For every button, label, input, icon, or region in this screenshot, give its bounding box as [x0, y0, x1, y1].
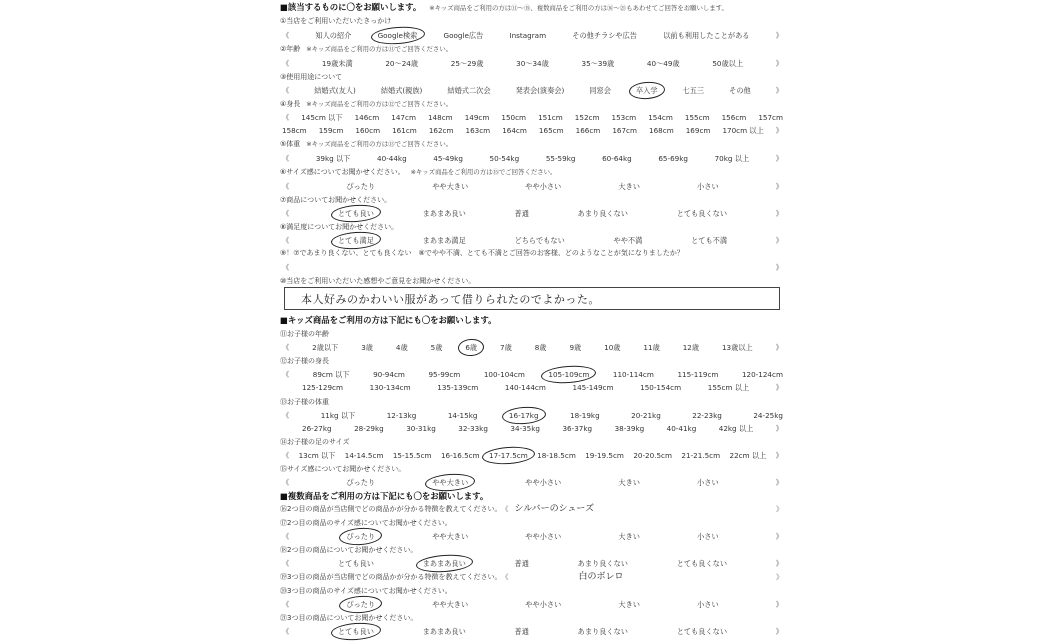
survey-form [280, 0, 785, 640]
bracket-close: 》 [775, 424, 783, 433]
option-selected[interactable]: まあまあ良い [422, 559, 466, 568]
option[interactable]: 50-54kg [489, 154, 520, 163]
question-19-label: ⑲3つ目の商品が当店側でどの商品かが分かる特徴を教えてください。 [280, 573, 502, 581]
bracket-close: 》 [775, 59, 783, 68]
option[interactable]: 65-69kg [658, 154, 688, 163]
option[interactable]: 30-31kg [406, 424, 436, 433]
option[interactable]: 60-64kg [602, 154, 632, 163]
question-16-label: ⑯2つ目の商品が当店側でどの商品かが分かる特徴を教えてください。 [280, 505, 502, 513]
option[interactable]: Instagram [509, 31, 547, 40]
bracket-close: 》 [775, 86, 783, 95]
option[interactable]: 13cm 以下 [298, 451, 336, 460]
question-9-label: ⑨！⑦であまり良くない、とても良くない ⑧でやや不満、とても不満とご回答のお客様、どのようなことが気になりましたか？ [280, 249, 684, 257]
bracket-close: 》 [776, 573, 783, 581]
option[interactable]: 結婚式二次会 [447, 86, 491, 95]
option[interactable]: 55-59kg [545, 154, 576, 163]
option[interactable]: 153cm [611, 113, 637, 122]
option-selected[interactable]: とても良い [337, 209, 374, 218]
option[interactable]: 159cm [318, 126, 344, 135]
question-16[interactable] [280, 503, 785, 516]
option[interactable]: 30～34歳 [516, 59, 549, 68]
option[interactable]: 大きい [618, 182, 640, 191]
question-2-options [280, 57, 785, 70]
option[interactable]: 167cm [612, 126, 638, 135]
option[interactable]: 95-99cm [428, 370, 461, 379]
bracket-open: 《 [282, 451, 290, 460]
option[interactable]: とても不満 [691, 236, 728, 245]
bracket-close: 》 [775, 31, 783, 40]
option-selected[interactable]: Google検索 [377, 31, 418, 40]
question-14-label: ⑭お子様の足のサイズ [280, 438, 350, 446]
question-14-options [280, 449, 785, 462]
question-18-options [280, 557, 785, 570]
option[interactable]: やや小さい [525, 182, 562, 191]
option[interactable]: 28-29kg [354, 424, 384, 433]
option-selected[interactable]: ぴったり [346, 600, 376, 609]
option[interactable]: ぴったり [346, 182, 376, 191]
multi-section-header: ■複数商品をご利用の方は下記にも〇をお願いします。 [280, 491, 489, 501]
bracket-open: 《 [282, 209, 290, 218]
option[interactable]: やや小さい [525, 532, 562, 541]
question-21-options [280, 625, 785, 638]
question-17-label: ⑰2つ目の商品のサイズ感についてお聞かせください。 [280, 519, 452, 527]
question-10-answer: 本人好みのかわいい服があって借りられたのでよかった。 [301, 293, 600, 306]
option[interactable]: 以前も利用したことがある [663, 31, 750, 40]
option[interactable]: 大きい [618, 600, 640, 609]
bracket-open: 《 [282, 559, 290, 568]
option[interactable]: 39kg 以下 [315, 154, 351, 163]
option[interactable]: あまり良くない [577, 627, 628, 636]
bracket-open: 《 [282, 59, 290, 68]
option[interactable]: 135-139cm [437, 383, 479, 392]
option[interactable]: やや大きい [432, 600, 469, 609]
bracket-close: 》 [775, 559, 783, 568]
option[interactable]: ぴったり [346, 478, 376, 487]
option[interactable]: やや小さい [525, 600, 562, 609]
option[interactable]: 8歳 [534, 343, 547, 352]
option[interactable]: 161cm [392, 126, 417, 135]
option[interactable]: 16-16.5cm [440, 451, 480, 460]
option[interactable]: 145-149cm [572, 383, 614, 392]
question-12-label: ⑫お子様の身長 [280, 357, 329, 365]
option[interactable]: 154cm [648, 113, 673, 122]
option[interactable]: 10歳 [604, 343, 621, 352]
option[interactable]: まあまあ良い [422, 209, 466, 218]
option[interactable]: 4歳 [395, 343, 408, 352]
option[interactable]: とても良くない [676, 627, 728, 636]
option[interactable]: やや小さい [525, 478, 562, 487]
option[interactable]: 3歳 [361, 343, 373, 352]
bracket-open: 《 [282, 263, 290, 272]
question-11-options [280, 341, 785, 354]
question-1-label: ①当店をご利用いただいたきっかけ [280, 17, 392, 25]
option[interactable]: 結婚式(友人) [314, 86, 356, 95]
bracket-close: 》 [775, 627, 783, 636]
option[interactable]: 結婚式(親族) [380, 86, 423, 95]
option[interactable]: 小さい [697, 478, 719, 487]
question-19[interactable] [280, 571, 785, 584]
option[interactable]: 130-134cm [369, 383, 411, 392]
option[interactable]: 150-154cm [640, 383, 682, 392]
option[interactable]: 110-114cm [612, 370, 654, 379]
bracket-close: 》 [775, 600, 783, 609]
option[interactable]: 115-119cm [677, 370, 719, 379]
option[interactable]: 36-37kg [562, 424, 593, 433]
option[interactable]: 120-124cm [741, 370, 783, 379]
option-selected[interactable]: とても良い [337, 627, 374, 636]
question-4-options-row1 [280, 111, 785, 124]
question-20-label: ⑳3つ目の商品のサイズ感についてお聞かせください。 [280, 587, 452, 595]
question-17-options [280, 530, 785, 543]
option-selected[interactable]: 6歳 [465, 343, 478, 352]
option[interactable]: 162cm [428, 126, 454, 135]
bracket-open: 《 [282, 411, 290, 420]
option[interactable]: やや大きい [432, 532, 469, 541]
question-16-answer: シルバーのシューズ [514, 504, 594, 514]
option[interactable]: 11歳 [643, 343, 660, 352]
option[interactable]: 34-35kg [510, 424, 540, 433]
section-title: ■該当するものに〇をお願いします。 [280, 2, 422, 12]
bracket-close: 》 [775, 478, 783, 487]
question-7-options [280, 207, 785, 220]
question-8-options [280, 234, 785, 247]
question-2-label [280, 43, 785, 56]
option[interactable]: 七五三 [682, 86, 705, 95]
option[interactable]: 149cm [464, 113, 490, 122]
question-6-label [280, 166, 785, 179]
option[interactable]: 38-39kg [614, 424, 645, 433]
option[interactable]: 50歳以上 [712, 59, 744, 68]
option[interactable]: 140-144cm [504, 383, 546, 392]
option[interactable]: 同窓会 [589, 86, 611, 95]
bracket-open: 《 [282, 31, 290, 40]
option[interactable]: 32-33kg [458, 424, 488, 433]
option[interactable]: 152cm [574, 113, 600, 122]
question-20-options [280, 598, 785, 611]
option[interactable]: 7歳 [500, 343, 512, 352]
option[interactable]: 26-27kg [302, 424, 332, 433]
bracket-open: 《 [282, 154, 290, 163]
bracket-open: 《 [282, 370, 290, 379]
section-header [280, 1, 785, 14]
option[interactable]: 168cm [649, 126, 674, 135]
question-10-label: ⑩当店をご利用いただいた感想やご意見をお聞かせください。 [280, 277, 476, 285]
option[interactable]: 158cm [282, 126, 307, 135]
question-6-note: ※キッズ商品をご利用の方は⑮でご回答ください。 [410, 168, 557, 176]
option[interactable]: 小さい [697, 600, 719, 609]
option[interactable]: 13歳以上 [721, 343, 753, 352]
option[interactable]: 22cm 以上 [729, 451, 767, 460]
bracket-close: 》 [776, 505, 783, 513]
option[interactable]: 小さい [697, 182, 719, 191]
bracket-close: 》 [775, 343, 783, 352]
question-3-options [280, 84, 785, 97]
option[interactable]: 普通 [514, 209, 529, 218]
bracket-open: 《 [282, 86, 290, 95]
question-15-options [280, 476, 785, 489]
bracket-open: 《 [282, 478, 290, 487]
option[interactable]: 18-18.5cm [537, 451, 576, 460]
option[interactable]: あまり良くない [577, 559, 628, 568]
option[interactable]: やや大きい [432, 182, 469, 191]
option[interactable]: 164cm [502, 126, 527, 135]
option[interactable]: 157cm [758, 113, 783, 122]
option[interactable]: その他チラシや広告 [572, 31, 637, 40]
question-13-options-row2 [280, 422, 785, 435]
option[interactable]: 25～29歳 [450, 59, 484, 68]
option[interactable]: 12歳 [682, 343, 700, 352]
option[interactable]: 20-21kg [631, 411, 661, 420]
bracket-open: 《 [282, 600, 290, 609]
question-10-answer-box[interactable] [284, 287, 780, 310]
option[interactable]: 知人の紹介 [315, 31, 352, 40]
bracket-open: 《 [282, 627, 290, 636]
option[interactable]: 20-20.5cm [633, 451, 673, 460]
option[interactable]: 22-23kg [692, 411, 722, 420]
bracket-open: 《 [282, 182, 290, 191]
bracket-open: 《 [501, 573, 509, 581]
bracket-open: 《 [282, 532, 290, 541]
bracket-open: 《 [501, 505, 509, 513]
question-15-label: ⑮サイズ感についてお聞かせください。 [280, 465, 406, 473]
option[interactable]: 150cm [501, 113, 527, 122]
question-6-title: ⑥サイズ感についてお聞かせください。 [280, 168, 405, 176]
option-selected[interactable]: ぴったり [346, 532, 376, 541]
question-3-label: ③使用用途について [280, 73, 343, 81]
option[interactable]: 146cm [354, 113, 380, 122]
bracket-open: 《 [282, 113, 290, 122]
option[interactable]: 2歳以下 [312, 343, 339, 352]
option[interactable]: 19歳未満 [321, 59, 353, 68]
option[interactable]: 147cm [391, 113, 416, 122]
option[interactable]: 89cm 以下 [312, 370, 350, 379]
question-2-title: ②年齢 [280, 45, 301, 53]
bracket-close: 》 [775, 451, 783, 460]
option[interactable]: 9歳 [569, 343, 582, 352]
option[interactable]: 100-104cm [483, 370, 525, 379]
option[interactable]: 大きい [618, 532, 640, 541]
question-13-options-row1 [280, 409, 785, 422]
question-12-options-row2 [280, 381, 785, 394]
option[interactable]: 14-15kg [447, 411, 478, 420]
option-selected[interactable]: 卒入学 [635, 86, 658, 95]
option[interactable]: とても良くない [676, 209, 728, 218]
option[interactable]: 160cm [355, 126, 381, 135]
option[interactable]: 発表会(演奏会) [515, 86, 565, 95]
option-selected[interactable]: とても満足 [337, 236, 374, 245]
bracket-close: 》 [775, 182, 783, 191]
bracket-close: 》 [775, 126, 783, 135]
question-1-options [280, 29, 785, 42]
question-6-options [280, 180, 785, 193]
option[interactable]: 40-44kg [377, 154, 407, 163]
option[interactable]: 90-94cm [373, 370, 405, 379]
option[interactable]: 151cm [538, 113, 563, 122]
bracket-close: 》 [775, 532, 783, 541]
bracket-open: 《 [282, 343, 290, 352]
option[interactable]: 163cm [465, 126, 491, 135]
option-selected[interactable]: 105-109cm [548, 370, 590, 379]
bracket-open: 《 [282, 236, 290, 245]
option[interactable]: 大きい [618, 478, 640, 487]
option[interactable]: 5歳 [430, 343, 443, 352]
option[interactable]: 155cm 以上 [707, 383, 750, 392]
question-4-note: ※キッズ商品をご利用の方は⑫でご回答ください。 [306, 100, 453, 108]
question-5-label [280, 138, 785, 151]
question-5-options [280, 152, 785, 165]
bracket-close: 》 [775, 209, 783, 218]
option[interactable]: 125-129cm [302, 383, 343, 392]
option[interactable]: 70kg 以上 [714, 154, 750, 163]
option[interactable]: やや不満 [613, 236, 643, 245]
question-5-title: ⑤体重 [280, 140, 301, 148]
option[interactable]: 40～49歳 [646, 59, 680, 68]
option[interactable]: とても良い [337, 559, 374, 568]
option[interactable]: 156cm [721, 113, 747, 122]
option[interactable]: まあまあ満足 [422, 236, 466, 245]
option[interactable]: まあまあ良い [422, 627, 466, 636]
bracket-close: 》 [775, 263, 783, 272]
option[interactable]: 12-13kg [386, 411, 417, 420]
option[interactable]: 11kg 以下 [320, 411, 356, 420]
option[interactable]: あまり良くない [577, 209, 628, 218]
option[interactable]: 148cm [427, 113, 453, 122]
option[interactable]: 15-15.5cm [392, 451, 432, 460]
option[interactable]: 45-49kg [433, 154, 463, 163]
option[interactable]: 165cm [538, 126, 564, 135]
question-18-label: ⑱2つ目の商品についてお聞かせください。 [280, 546, 418, 554]
bracket-close: 》 [775, 383, 783, 392]
option[interactable]: 170cm 以上 [722, 126, 764, 135]
option[interactable]: 40-41kg [666, 424, 697, 433]
option[interactable]: 169cm [685, 126, 711, 135]
question-8-label: ⑧満足度についてお聞かせください。 [280, 223, 399, 231]
question-19-answer: 白のボレロ [578, 572, 624, 582]
question-7-label: ⑦商品についてお聞かせください。 [280, 196, 392, 204]
option[interactable]: 21-21.5cm [681, 451, 721, 460]
option[interactable]: 14-14.5cm [344, 451, 384, 460]
option[interactable]: 24-25kg [753, 411, 783, 420]
option[interactable]: 18-19kg [570, 411, 600, 420]
option[interactable]: とても良くない [676, 559, 728, 568]
option-selected[interactable]: やや大きい [432, 478, 469, 487]
question-5-note: ※キッズ商品をご利用の方は⑬でご回答ください。 [306, 140, 453, 148]
option[interactable]: 19-19.5cm [585, 451, 624, 460]
question-13-label: ⑬お子様の体重 [280, 398, 329, 406]
option[interactable]: 普通 [514, 627, 529, 636]
option[interactable]: 35～39歳 [581, 59, 615, 68]
option[interactable]: 20～24歳 [385, 59, 419, 68]
question-21-label: ㉑3つ目の商品についてお聞かせください。 [280, 614, 418, 622]
bracket-close: 》 [775, 236, 783, 245]
question-11-label: ⑪お子様の年齢 [280, 330, 329, 338]
question-12-options-row1 [280, 368, 785, 381]
option-selected[interactable]: 17-17.5cm [489, 451, 528, 460]
option-selected[interactable]: 16-17kg [508, 411, 539, 420]
option[interactable]: 166cm [575, 126, 601, 135]
question-4-options-row2 [280, 124, 785, 137]
question-4-label [280, 98, 785, 111]
question-2-note: ※キッズ商品をご利用の方は⑪でご回答ください。 [306, 45, 453, 53]
option[interactable]: 小さい [697, 532, 719, 541]
option[interactable]: 155cm [684, 113, 710, 122]
option[interactable]: Google広告 [443, 31, 484, 40]
bracket-close: 》 [775, 154, 783, 163]
question-4-title: ④身長 [280, 100, 301, 108]
kids-section-header: ■キッズ商品をご利用の方は下記にも〇をお願いします。 [280, 315, 497, 325]
option[interactable]: どちらでもない [514, 236, 565, 245]
section-note: ※キッズ商品をご利用の方は⑪～⑮、複数商品をご利用の方は⑯～㉑もあわせてご回答をお願いします。 [429, 4, 728, 12]
option[interactable]: 42kg 以上 [718, 424, 754, 433]
option[interactable]: 145cm 以下 [301, 113, 343, 122]
question-9-answer[interactable] [280, 261, 785, 274]
option[interactable]: その他 [729, 86, 751, 95]
option[interactable]: 普通 [514, 559, 529, 568]
